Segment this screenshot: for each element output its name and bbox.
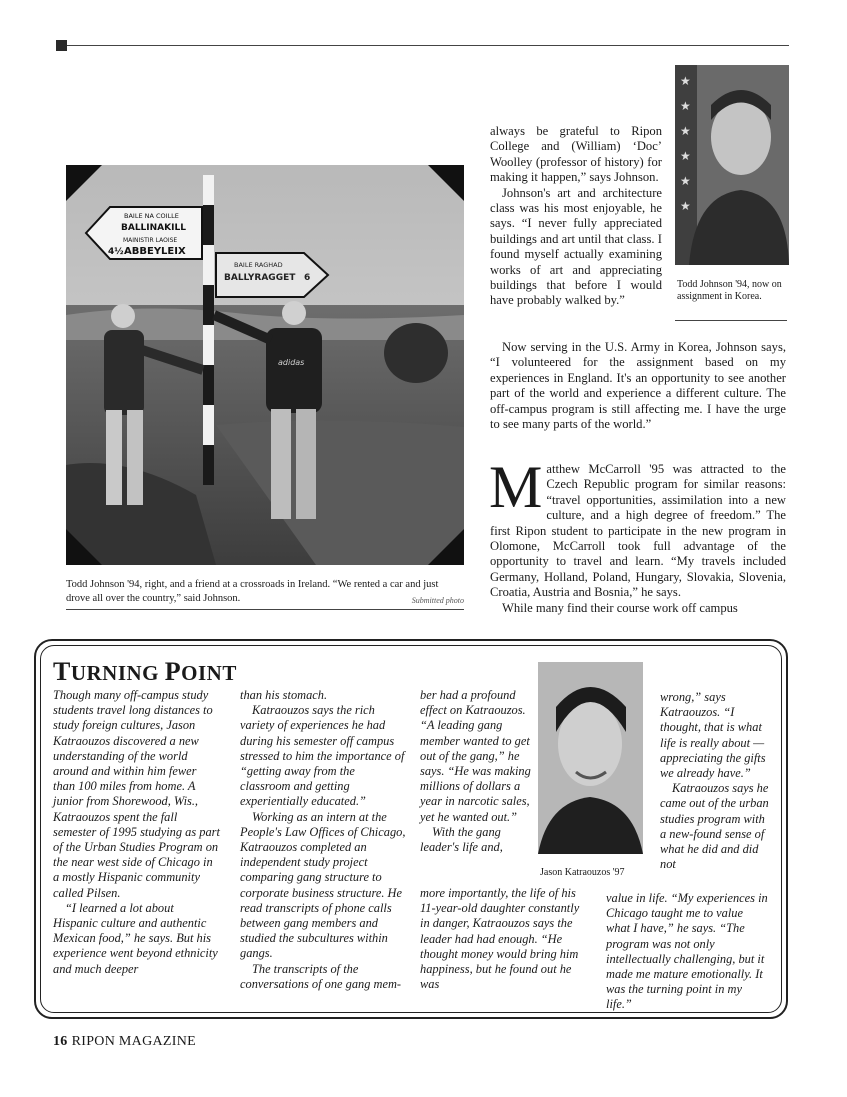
sidebar-title: TURNING POINT [53, 657, 237, 686]
svg-text:★: ★ [680, 99, 691, 113]
paragraph: always be grateful to Ripon College and (William) ‘Doc’ Woolley (professor of history) for making it happen,” says Johnson. [490, 124, 662, 185]
portrait2-caption: Jason Katraouzos '97 [540, 867, 625, 878]
drop-cap: M [489, 454, 543, 520]
sign1-line4: ABBEYLEIX [124, 246, 186, 257]
header-square [56, 40, 67, 51]
paragraph: more importantly, the life of his 11-year-old daughter constantly in danger, Katraouzos says the leader had had enough. “He thought money would bring him happiness, but he found out he was [420, 886, 580, 992]
portrait-jason-katraouzos [538, 662, 643, 854]
header-rule [67, 45, 789, 46]
sign1-num: 4½ [108, 247, 124, 257]
paragraph: Now serving in the U.S. Army in Korea, Johnson says, “I volunteered for the assignment based on my experiences in England. It's an opportunity to see another part of the world and experience a different culture. The off-campus program is still affecting me. I have the urge to see many parts of the world.” [490, 340, 786, 432]
paragraph: wrong,” says Katraouzos. “I thought, that is what life is really about — appreciating the gifts we already have.” [660, 690, 766, 781]
magazine-name: RIPON MAGAZINE [71, 1034, 196, 1049]
photo-caption-text: Todd Johnson '94, right, and a friend at a crossroads in Ireland. “We rented a car and just drove all over the country,” said Johnson. [66, 579, 439, 604]
crossroads-photo [66, 165, 464, 565]
svg-text:adidas: adidas [278, 358, 305, 367]
sidebar-column-3a [420, 688, 532, 855]
sidebar-column-1 [53, 688, 221, 977]
paragraph: atthew McCarroll '95 was attracted to the Czech Republic program for similar reasons: “travel opportunities, assimilation into a new culture, and a high degree of freedom.” The first Ripon student to participate in the new program in Olomone, McCarroll took full advantage of the opportunity to travel and learn. “My travels included Germany, Holland, Poland, Hungary, Slovakia, Slovenia, Croatia, Austria and Bosnia,” he says. [490, 462, 786, 600]
paragraph: The transcripts of the conversations of one gang mem- [240, 961, 402, 991]
portrait1-caption: Todd Johnson '94, now on assignment in Korea. [677, 279, 782, 302]
sidebar-column-4b [606, 891, 770, 1013]
sign1-line3: MAINISTIR LAOISE [123, 237, 178, 244]
paragraph: Katraouzos says he came out of the urban studies program with a new-found sense of what he did and did not [660, 781, 769, 872]
page-footer [53, 1034, 196, 1050]
portrait-todd-johnson [675, 65, 789, 265]
paragraph: With the gang leader's life and, [420, 824, 503, 855]
sidebar-column-4a [660, 690, 770, 872]
photo-credit: Submitted photo [411, 596, 464, 605]
sign2-line1: BAILE RAGHAD [234, 261, 283, 269]
right-column-middle [490, 340, 786, 432]
paragraph: Though many off-campus study students travel long distances to study foreign cultures, Jason Katraouzos discovered a new understanding of the world around and within him fewer than 100 miles from home. A junior from Shorewood, Wis., Katraouzos spent the fall semester of 1995 studying as part of the Urban Studies Program on the near west side of Chicago in a mostly Hispanic community called Pilsen. [53, 688, 220, 900]
paragraph: Katraouzos says the rich variety of experiences he had during his semester off campus stressed to him the importance of “getting away from the classroom and getting experientially educated.” [240, 703, 405, 809]
paragraph: “I learned a lot about Hispanic culture and authentic Mexican food,” he says. But his experience went beyond ethnicity and much deeper [53, 900, 218, 976]
paragraph: than his stomach. [240, 688, 328, 702]
right-column-bottom [489, 454, 786, 616]
paragraph: value in life. “My experiences in Chicago taught me to value what I have,” he says. “The program was not only intellectually challenging, but it made me mature emotionally. It was the turning point in my life.” [606, 891, 768, 1012]
page-number: 16 [53, 1034, 68, 1049]
sign1-line2: BALLINAKILL [121, 223, 186, 233]
svg-text:★: ★ [680, 74, 691, 88]
paragraph: ber had a profound effect on Katraouzos. “A leading gang member wanted to get out of the gang,” he says. “He was making millions of dollars a year in narcotic sales, yet he wanted out.” [420, 688, 531, 824]
sidebar-column-3b [420, 886, 588, 992]
photo-caption [66, 578, 464, 608]
svg-text:★: ★ [680, 149, 691, 163]
paragraph: Working as an intern at the People's Law Offices of Chicago, Katraouzos completed an independent study project comparing gang structure to corporate business structure. He read transcripts of phone calls between gang members and studied the subcultures within gangs. [240, 809, 406, 961]
sign1-line1: BAILE NA COILLE [124, 212, 179, 220]
paragraph: While many find their course work off campus [502, 600, 738, 615]
sign2-num: 6 [304, 273, 311, 283]
paragraph: Johnson's art and architecture class was his most enjoyable, he says. “I never fully appreciated buildings and art until that class. I found myself actually examining works of art and appreciating buildings that before I would have probably walked by.” [490, 185, 662, 308]
portrait1-caption-rule [675, 320, 787, 321]
caption-rule [66, 609, 464, 610]
sign2-line2: BALLYRAGGET [224, 273, 296, 283]
right-column-top [490, 124, 662, 309]
svg-text:★: ★ [680, 199, 691, 213]
svg-text:★: ★ [680, 124, 691, 138]
sidebar-column-2 [240, 688, 406, 992]
svg-text:★: ★ [680, 174, 691, 188]
